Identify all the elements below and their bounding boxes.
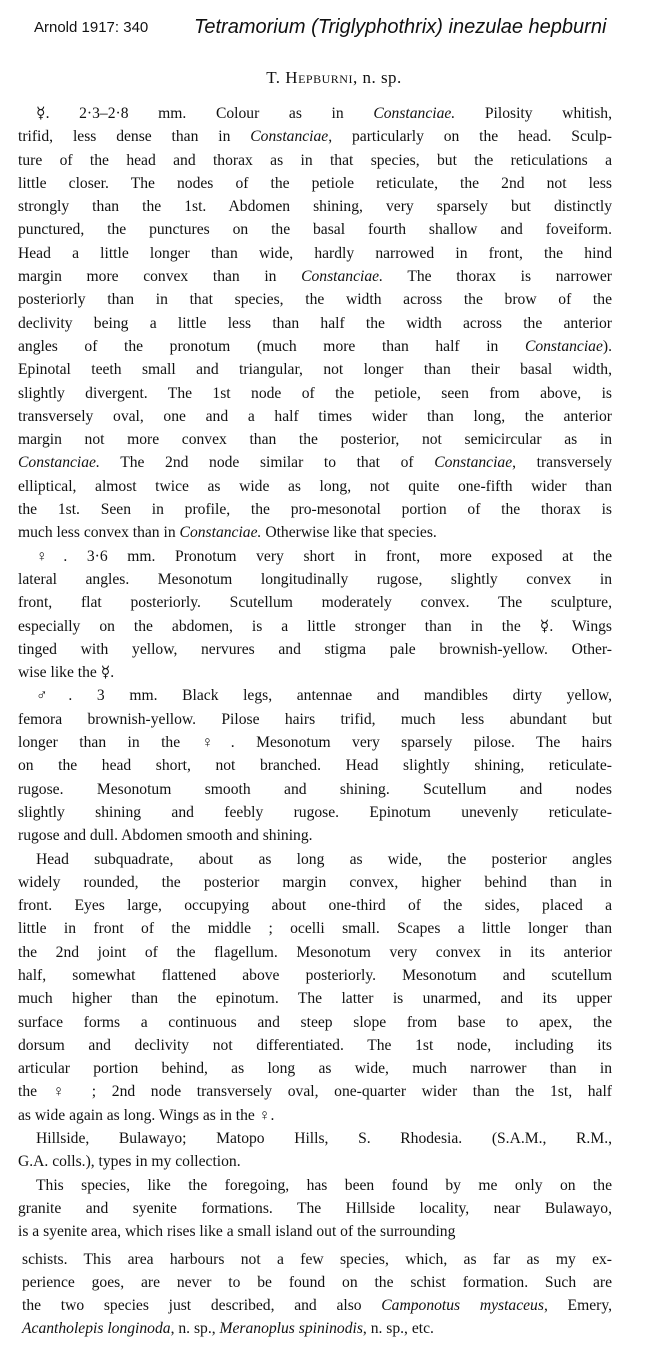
text-line: posteriorly than in that species, the width across the brow of the — [18, 291, 612, 309]
text-line: Head a little longer than wide, hardly narrowed in front, the hind — [18, 244, 612, 262]
text-line: widely rounded, the posterior margin convex, higher behind than in — [18, 873, 612, 891]
text-line: Constanciae. The 2nd node similar to that of Constanciae, transversely — [18, 454, 612, 472]
text-line: ♀. 3·6 mm. Pronotum very short in front, more exposed at the — [36, 547, 612, 565]
text-line: is a syenite area, which rises like a small island out of the surrounding — [18, 1223, 456, 1241]
text-line: margin more convex than in Constanciae. The thorax is narrower — [18, 268, 612, 286]
worker-paragraph — [18, 102, 612, 545]
text-line: This species, like the foregoing, has been found by me only on the — [36, 1176, 612, 1194]
locality-paragraph — [18, 1127, 612, 1174]
title-small-caps: epburni — [298, 68, 353, 87]
text-line: femora brownish-yellow. Pilose hairs trifid, much less abundant but — [18, 710, 612, 728]
text-line: declivity being a little less than half the width across the anterior — [18, 314, 612, 332]
title-initial: T. H — [266, 68, 299, 87]
text-line: slightly shining and feebly rugose. Epinotum unevenly reticulate- — [18, 803, 612, 821]
text-line: granite and syenite formations. The Hillside locality, near Bulawayo, — [18, 1199, 612, 1217]
male-head-paragraph — [18, 848, 612, 1128]
text-line: Hillside, Bulawayo; Matopo Hills, S. Rhodesia. (S.A.M., R.M., — [36, 1130, 612, 1148]
title-suffix: , n. sp. — [352, 68, 402, 87]
text-line: rugose and dull. Abdomen smooth and shining. — [18, 827, 313, 845]
text-line: slightly divergent. The 1st node of the petiole, seen from above, is — [18, 384, 612, 402]
text-line: the 1st. Seen in profile, the pro-mesonotal portion of the thorax is — [18, 501, 612, 519]
remarks-continued-paragraph — [18, 1248, 612, 1341]
citation-header: Arnold 1917: 340 — [34, 19, 149, 36]
text-line: articular portion behind, as long as wide, much narrower than in — [18, 1060, 612, 1078]
text-line: surface forms a continuous and steep slope from base to apex, the — [18, 1013, 612, 1031]
taxon-header: Tetramorium (Triglyphothrix) inezulae hepburni — [194, 16, 607, 38]
text-line: elliptical, almost twice as wide as long, not quite one-fifth wider than — [18, 477, 612, 495]
description-body — [18, 102, 612, 1341]
text-line: the two species just described, and also Camponotus mystaceus, Emery, — [22, 1297, 612, 1315]
species-title — [0, 68, 668, 88]
female-paragraph — [18, 545, 612, 685]
text-line: dorsum and declivity not differentiated. The 1st node, including its — [18, 1036, 612, 1054]
text-line: rugose. Mesonotum smooth and shining. Scutellum and nodes — [18, 780, 612, 798]
text-line: the 2nd joint of the flagellum. Mesonotum very convex in its anterior — [18, 943, 612, 961]
text-line: lateral angles. Mesonotum longitudinally rugose, slightly convex in — [18, 570, 612, 588]
text-line: longer than in the ♀. Mesonotum very sparsely pilose. The hairs — [18, 734, 612, 752]
text-line: Epinotal teeth small and triangular, not longer than their basal width, — [18, 361, 612, 379]
text-line: trifid, less dense than in Constanciae, particularly on the head. Sculp- — [18, 128, 612, 146]
text-line: margin not more convex than the posterior, not semicircular as in — [18, 431, 612, 449]
text-line: ture of the head and thorax as in that species, but the reticulations a — [18, 151, 612, 169]
text-line: front. Eyes large, occupying about one-third of the sides, placed a — [18, 897, 612, 915]
text-line: as wide again as long. Wings as in the ♀. — [18, 1106, 275, 1124]
text-line: on the head short, not branched. Head slightly shining, reticulate- — [18, 757, 612, 775]
text-line: tinged with yellow, nervures and stigma pale brownish-yellow. Other- — [18, 640, 612, 658]
text-line: ♂. 3 mm. Black legs, antennae and mandibles dirty yellow, — [36, 687, 612, 705]
text-line: schists. This area harbours not a few species, which, as far as my ex- — [22, 1250, 612, 1268]
text-line: wise like the ☿. — [18, 664, 115, 682]
text-line: especially on the abdomen, is a little stronger than in the ☿. Wings — [18, 617, 612, 635]
text-line: strongly than the 1st. Abdomen shining, very sparsely but distinctly — [18, 198, 612, 216]
text-line: perience goes, are never to be found on the schist formation. Such are — [22, 1273, 612, 1291]
text-line: Head subquadrate, about as long as wide, the posterior angles — [36, 850, 612, 868]
text-line: Acantholepis longinoda, n. sp., Meranoplus spininodis, n. sp., etc. — [22, 1320, 434, 1338]
text-line: the ♀ ; 2nd node transversely oval, one-quarter wider than the 1st, half — [18, 1083, 612, 1101]
text-line: little in front of the middle ; ocelli small. Scapes a little longer than — [18, 920, 612, 938]
text-line: transversely oval, one and a half times wider than long, the anterior — [18, 407, 612, 425]
text-line: little closer. The nodes of the petiole reticulate, the 2nd not less — [18, 174, 612, 192]
text-line: ☿. 2·3–2·8 mm. Colour as in Constanciae. Pilosity whitish, — [36, 105, 613, 122]
male-paragraph — [18, 684, 612, 847]
text-line: G.A. colls.), types in my collection. — [18, 1153, 241, 1171]
text-line: half, somewhat flattened above posteriorly. Mesonotum and scutellum — [18, 966, 612, 984]
remarks-paragraph — [18, 1174, 612, 1244]
text-line: much higher than the epinotum. The latter is unarmed, and its upper — [18, 990, 612, 1008]
text-line: punctured, the punctures on the basal fourth shallow and foveiform. — [18, 221, 612, 239]
text-line: much less convex than in Constanciae. Otherwise like that species. — [18, 524, 437, 542]
text-line: front, flat posteriorly. Scutellum moderately convex. The sculpture, — [18, 594, 612, 612]
text-line: angles of the pronotum (much more than half in Constanciae). — [18, 337, 612, 355]
